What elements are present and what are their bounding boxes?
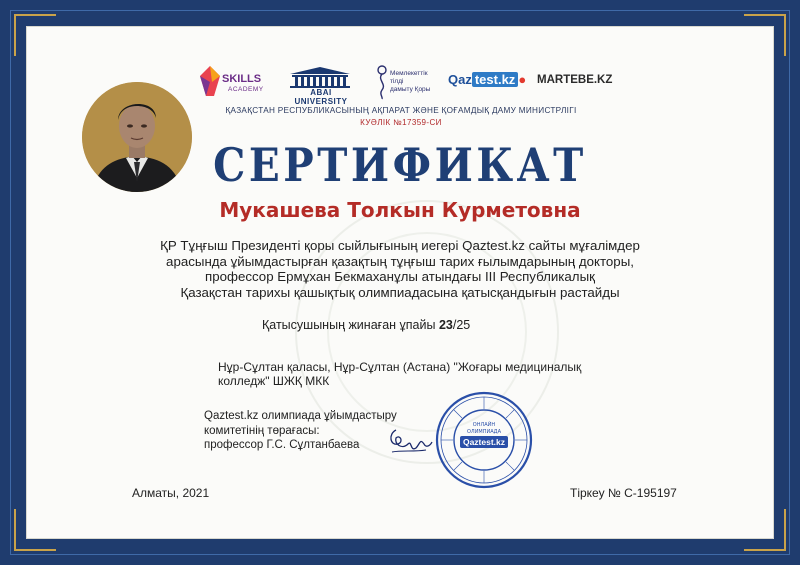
committee-line: комитетінің төрағасы: <box>204 424 320 437</box>
certificate-title: СЕРТИФИКАТ <box>213 138 587 192</box>
city-year: Алматы, 2021 <box>132 486 210 500</box>
qaztest-dot-icon: ● <box>518 72 527 87</box>
language-fund-text <box>390 70 430 94</box>
body-line: ҚР Тұңғыш Президенті қоры сыйлығының иегері Qaztest.kz сайты мұғалімдер <box>160 238 640 253</box>
skills-academy-logo <box>196 62 268 104</box>
registration-number: Тіркеу № С-195197 <box>570 486 677 500</box>
body-line: Қазақстан тарихы қашықтық олимпиадасына қатысқандығын растайды <box>180 284 620 300</box>
qaztest-logo-box: test.kz <box>472 72 518 87</box>
qaztest-logo <box>448 72 526 87</box>
stamp-center-top: ОНЛАЙН <box>472 422 496 428</box>
abai-building-icon <box>284 66 356 88</box>
portrait-illustration <box>82 82 192 192</box>
school-line: Нұр-Сұлтан қаласы, Нұр-Сұлтан (Астана) "Жоғары медициналық <box>218 360 582 374</box>
official-stamp <box>428 390 540 490</box>
language-fund-line: Мемлекеттік <box>390 70 428 77</box>
skills-logo-text: SKILLS <box>222 73 262 85</box>
partner-logos <box>196 62 616 104</box>
portrait-photo <box>82 82 192 192</box>
committee-line: профессор Г.С. Сұлтанбаева <box>204 439 360 451</box>
score-value: 23 <box>438 318 453 332</box>
language-fund-line: тілді <box>390 78 404 85</box>
score-total: /25 <box>452 318 471 332</box>
score-line <box>262 318 470 332</box>
license-number: КУӘЛІК №17359-СИ <box>360 118 442 127</box>
abai-logo-text: ABAI UNIVERSITY <box>294 88 348 106</box>
body-line: профессор Ермұхан Бекмаханұлы атындағы III Республикалық <box>205 269 595 284</box>
martebe-logo: MARTEBE.KZ <box>537 74 613 86</box>
language-fund-line: дамыту Қоры <box>390 86 431 93</box>
language-fund-logo <box>372 62 442 104</box>
school-line: колледж" ШЖҚ МКК <box>218 374 330 388</box>
skills-logo-icon <box>198 64 222 98</box>
stamp-center-mid: ОЛИМПИАДА <box>467 429 501 435</box>
score-label: Қатысушының жинаған ұпайы <box>262 318 439 332</box>
language-fund-icon <box>374 64 390 100</box>
ministry-heading: ҚАЗАҚСТАН РЕСПУБЛИКАСЫНЫҢ АҚПАРАТ ЖӘНЕ ҚОҒАМДЫҚ ДАМУ МИНИСТРЛІГІ <box>225 106 577 115</box>
stamp-logo-text: Qaztest.kz <box>462 437 506 447</box>
abai-university-logo <box>284 66 356 106</box>
committee-line: Qaztest.kz олимпиада ұйымдастыру <box>204 410 397 422</box>
recipient-name: Мукашева Толкын Курметовна <box>219 198 581 222</box>
body-line: арасында ұйымдастырған қазақтың тұңғыш тарих ғылымдарының докторы, <box>166 253 634 269</box>
qaztest-logo-prefix: Qaz <box>448 72 472 87</box>
school-info <box>218 360 598 388</box>
certificate-body <box>100 238 700 300</box>
handwritten-signature <box>386 422 434 458</box>
skills-logo-subtext: ACADEMY <box>228 86 264 93</box>
